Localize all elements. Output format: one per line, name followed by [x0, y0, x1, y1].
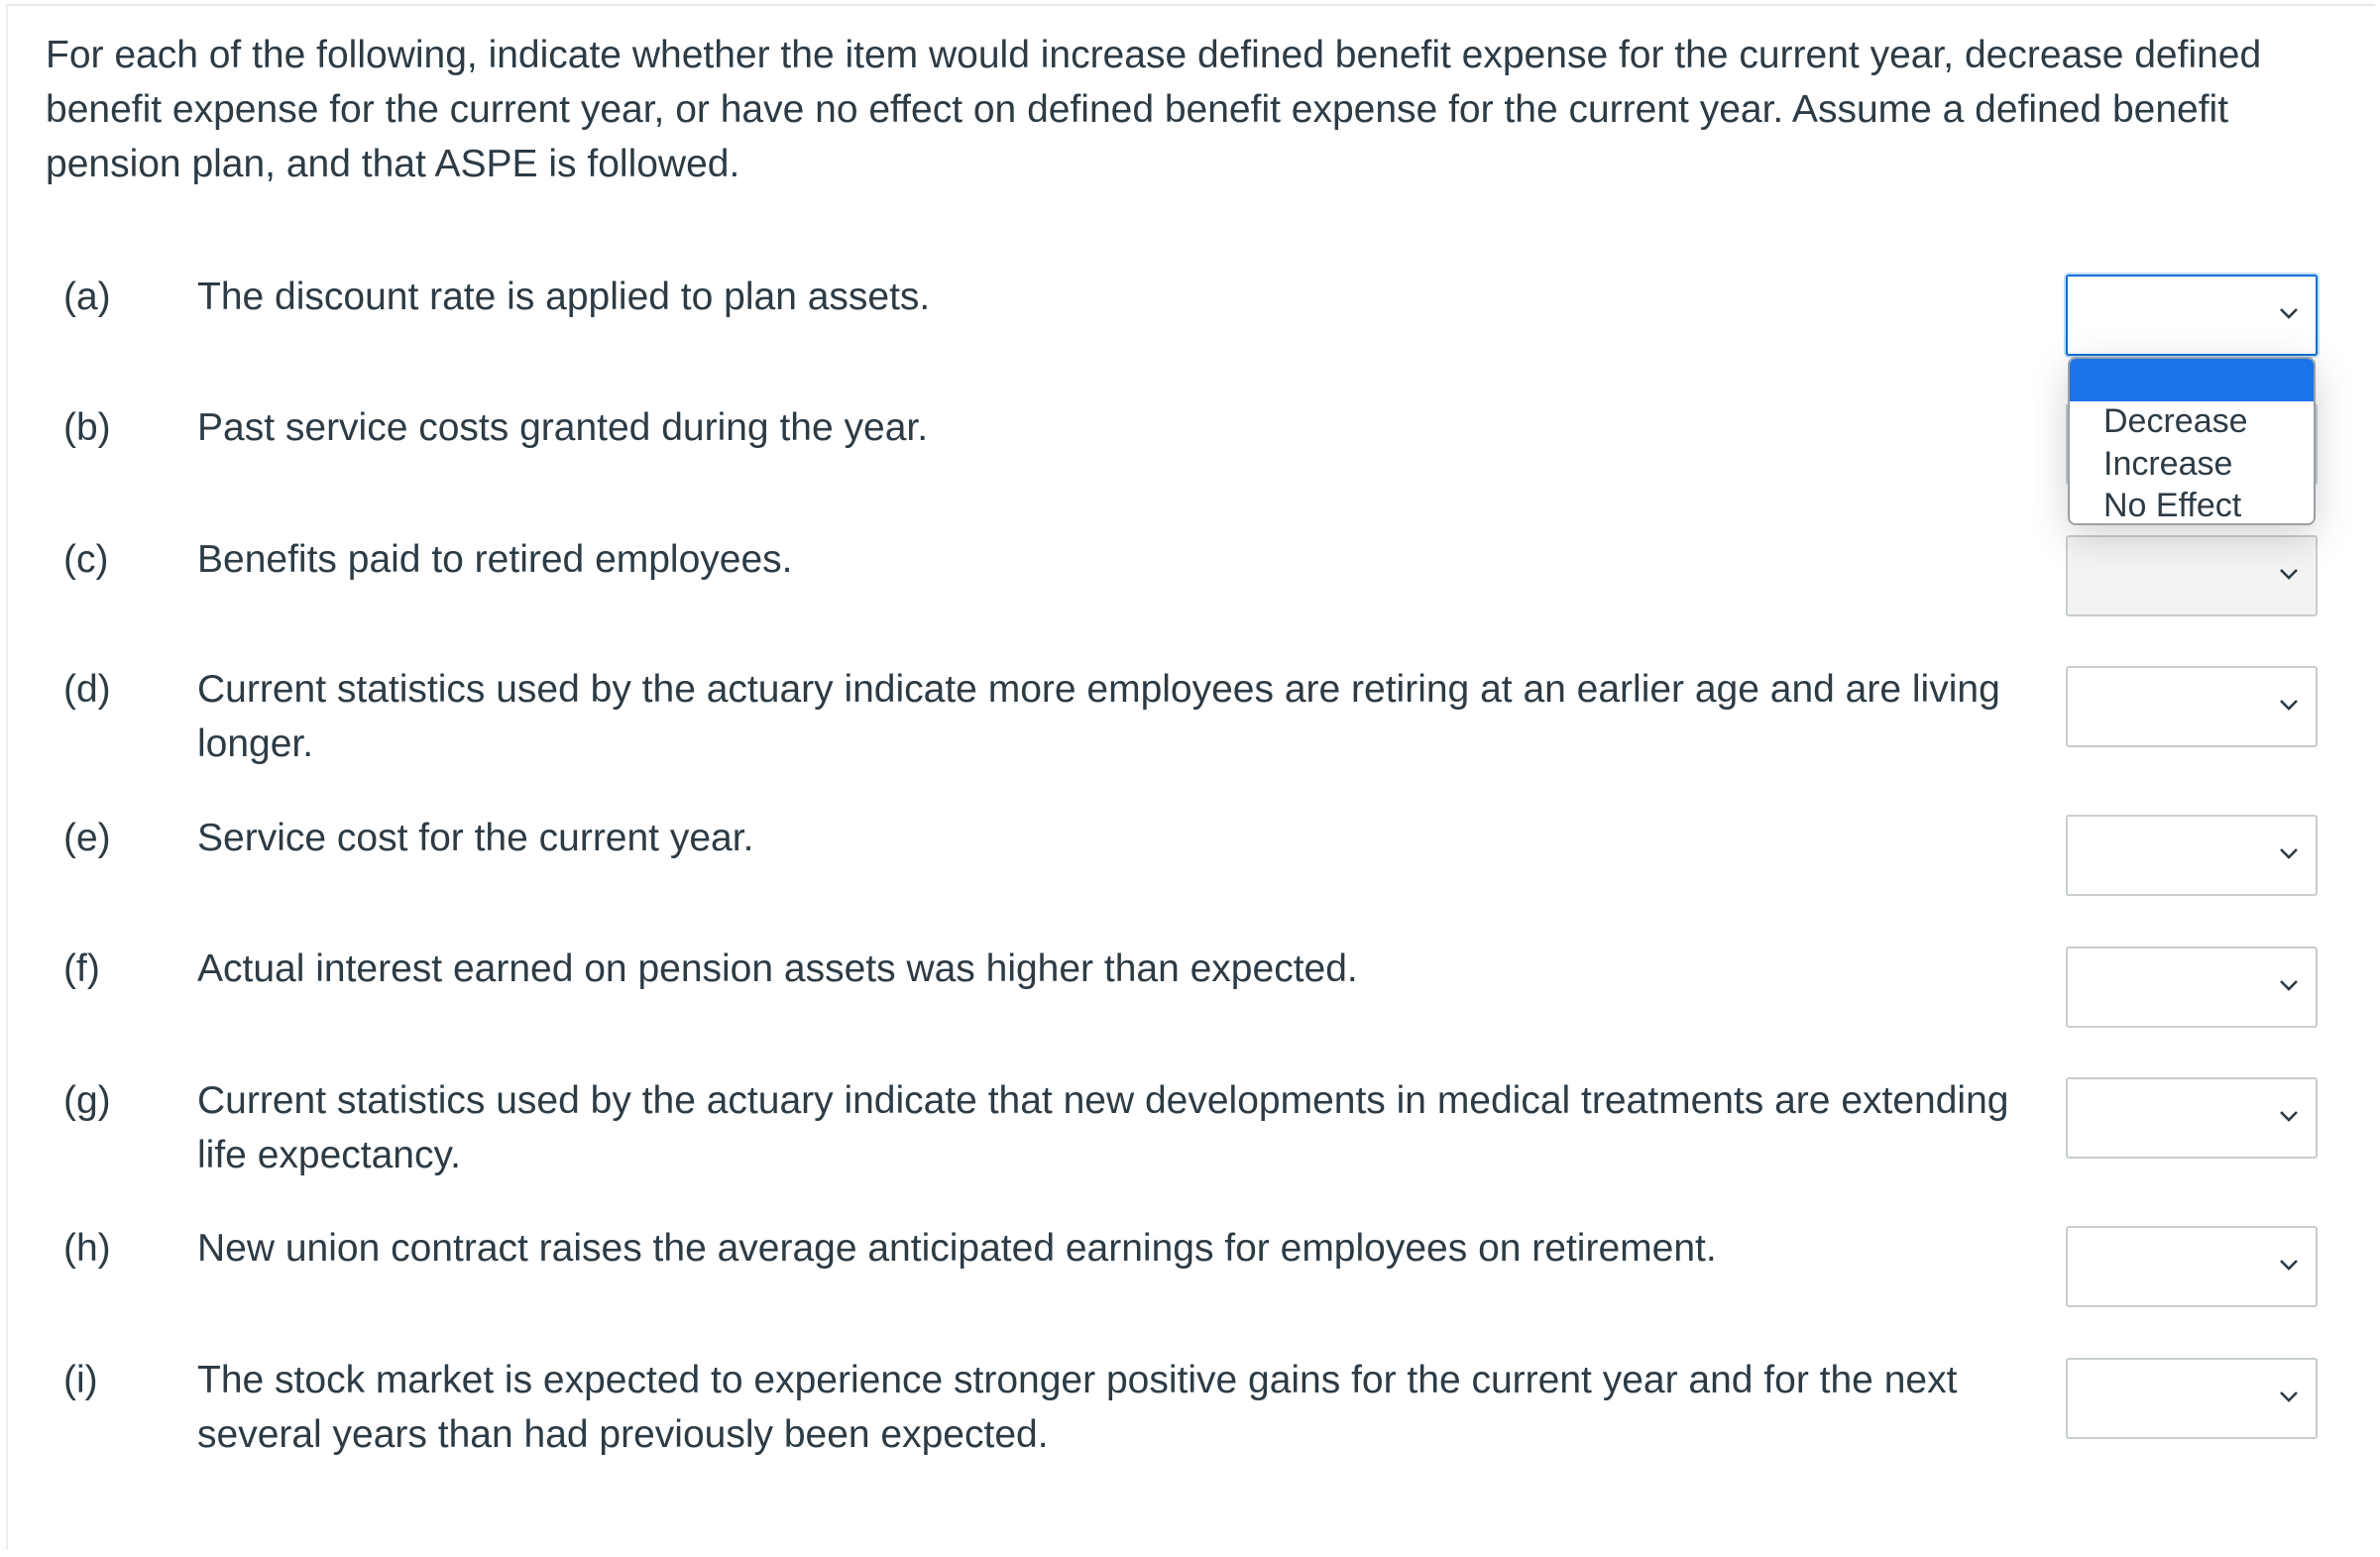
- question-letter: (d): [63, 668, 111, 711]
- answer-select-i[interactable]: [2066, 1358, 2318, 1439]
- chevron-down-icon: [2276, 300, 2302, 326]
- question-text: Service cost for the current year.: [197, 817, 754, 859]
- question-letter: (e): [63, 817, 111, 859]
- chevron-down-icon: [2276, 840, 2302, 866]
- question-frame: [6, 4, 2375, 1550]
- question-text: Benefits paid to retired employees.: [197, 538, 793, 581]
- answer-select-f[interactable]: [2066, 946, 2318, 1028]
- answer-select-c[interactable]: [2066, 535, 2318, 616]
- question-letter: (b): [63, 406, 111, 449]
- chevron-down-icon: [2276, 692, 2302, 718]
- answer-select-g[interactable]: [2066, 1077, 2318, 1159]
- dropdown-listbox: [2068, 357, 2316, 525]
- chevron-down-icon: [2276, 972, 2302, 998]
- question-letter: (f): [63, 947, 100, 990]
- dropdown-option-decrease[interactable]: Decrease: [2103, 402, 2248, 440]
- question-letter: (h): [63, 1227, 111, 1270]
- question-letter: (i): [63, 1359, 98, 1401]
- instructions-text: For each of the following, indicate whether the item would increase defined benefit expense for the current year, decrease defined benefit expense for the current year, or have no effect on defined benefit expense for the current year. Assume a defined benefit pension plan, and that ASPE is followed.: [46, 34, 2262, 185]
- dropdown-option-increase[interactable]: Increase: [2103, 445, 2233, 483]
- chevron-down-icon: [2276, 561, 2302, 587]
- question-letter: (g): [63, 1079, 111, 1122]
- question-text: The stock market is expected to experience stronger positive gains for the current year and for the next several years than had previously been expected.: [197, 1359, 1958, 1456]
- answer-select-a[interactable]: [2066, 275, 2318, 356]
- dropdown-option-blank[interactable]: [2070, 359, 2314, 401]
- question-text: Actual interest earned on pension assets was higher than expected.: [197, 947, 1358, 990]
- question-text: New union contract raises the average anticipated earnings for employees on retirement.: [197, 1227, 1717, 1270]
- question-text: Current statistics used by the actuary indicate more employees are retiring at an earlier age and are living longer.: [197, 668, 2000, 765]
- dropdown-option-no-effect[interactable]: No Effect: [2103, 487, 2242, 524]
- question-text: Current statistics used by the actuary indicate that new developments in medical treatments are extending life expectancy.: [197, 1079, 2009, 1176]
- chevron-down-icon: [2276, 1252, 2302, 1278]
- question-letter: (c): [63, 538, 109, 581]
- chevron-down-icon: [2276, 1384, 2302, 1409]
- question-letter: (a): [63, 276, 111, 318]
- answer-select-e[interactable]: [2066, 815, 2318, 896]
- chevron-down-icon: [2276, 1103, 2302, 1129]
- answer-select-h[interactable]: [2066, 1226, 2318, 1307]
- question-text: Past service costs granted during the year.: [197, 406, 929, 449]
- answer-select-d[interactable]: [2066, 666, 2318, 747]
- question-text: The discount rate is applied to plan assets.: [197, 276, 931, 318]
